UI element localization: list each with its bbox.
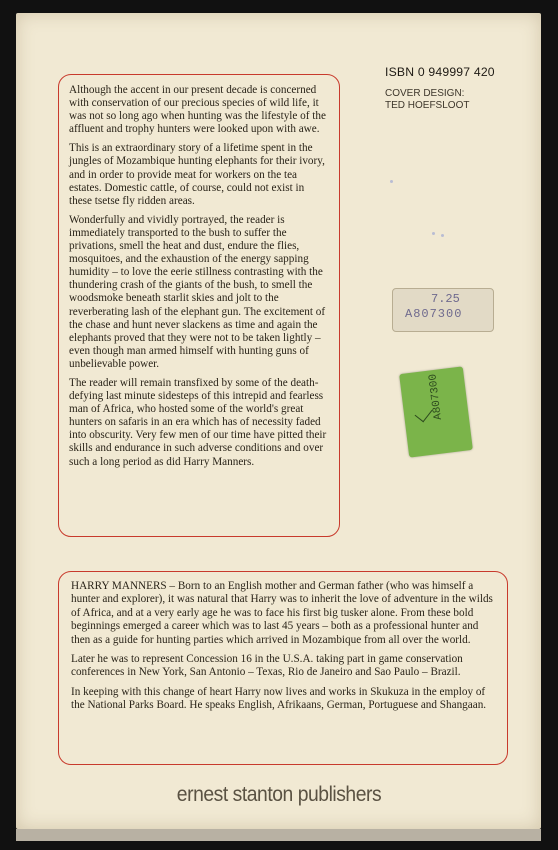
synopsis-paragraph: Wonderfully and vividly portrayed, the reader is immediately transported to the bush to suffer the privations, smell the heat and dust, endure the flies, mosquitoes, and the exhaustion of the energy sapping humidity – to love the eerie stillness contrasting with the thundering crash of the giants of the bush, to smell the woodsmoke beneath starlit skies and jolt to the reverberating lash of the elephant gun. The excitement of the chase and hunt never slackens as time and again the elephants proved that they were not to be taken lightly – even though man armed himself with hunting guns of unbelievable power. [69, 213, 326, 370]
credit-name: TED HOEFSLOOT [385, 100, 470, 111]
publisher-name: ernest stanton publishers [176, 783, 382, 806]
checkmark-icon [415, 404, 433, 423]
ink-speck [432, 232, 435, 235]
synopsis-paragraph: Although the accent in our present decade is concerned with conservation of our precious species of wild life, it was not so long ago when hunting was the lifestyle of the affluent and trophy hunters were looked upon with awe. [69, 84, 326, 136]
ink-speck [390, 180, 393, 183]
cover-edge [16, 829, 541, 841]
sticker-code: A807300 [427, 373, 445, 421]
price-value: 7.25 [431, 292, 460, 306]
author-bio-box [58, 571, 508, 765]
synopsis-paragraph: The reader will remain transfixed by some of the death-defying last minute sidesteps of this intrepid and fearless man of Africa, who hosted some of the world's great hunters on safaris in an era which has of necessity faded into obscurity. Very few men of our time have pitted their skills and endurance in such adverse conditions and over such a long period as did Harry Manners. [69, 376, 327, 468]
credit-label: COVER DESIGN: [385, 88, 465, 99]
green-sticker [399, 366, 473, 457]
isbn-number: ISBN 0 949997 420 [385, 65, 495, 79]
synopsis-box [58, 74, 340, 537]
price-tag [392, 288, 494, 332]
price-code: A807300 [405, 307, 463, 321]
cover-design-credit [385, 88, 469, 112]
bio-paragraph: HARRY MANNERS – Born to an English mother and German father (who was himself a hunter and explorer), it was natural that Harry was to inherit the love of adventure in the wilds of Africa, and at a very early age he was to face his first big tusker alone. From these bold beginnings emerged a career which was to last 45 years – both as a professional hunter and then as a guide for hunting parties which arrived in Mozambique from all over the world. [71, 580, 493, 646]
bio-paragraph: Later he was to represent Concession 16 in the U.S.A. taking part in game conservation conferences in New York, San Antonio – Texas, Rio de Janeiro and Sao Paulo – Brazil. [71, 653, 463, 679]
bio-paragraph: In keeping with this change of heart Harry now lives and works in Skukuza in the employ of the National Parks Board. He speaks English, Afrikaans, German, Portuguese and Shangaan. [71, 685, 487, 712]
synopsis-paragraph: This is an extraordinary story of a lifetime spent in the jungles of Mozambique hunting elephants for their ivory, and in order to provide meat for workers on the tea estates. Domestic cattle, of course, could not exist in these tsetse fly ridden areas. [69, 142, 325, 207]
ink-speck [441, 234, 444, 237]
